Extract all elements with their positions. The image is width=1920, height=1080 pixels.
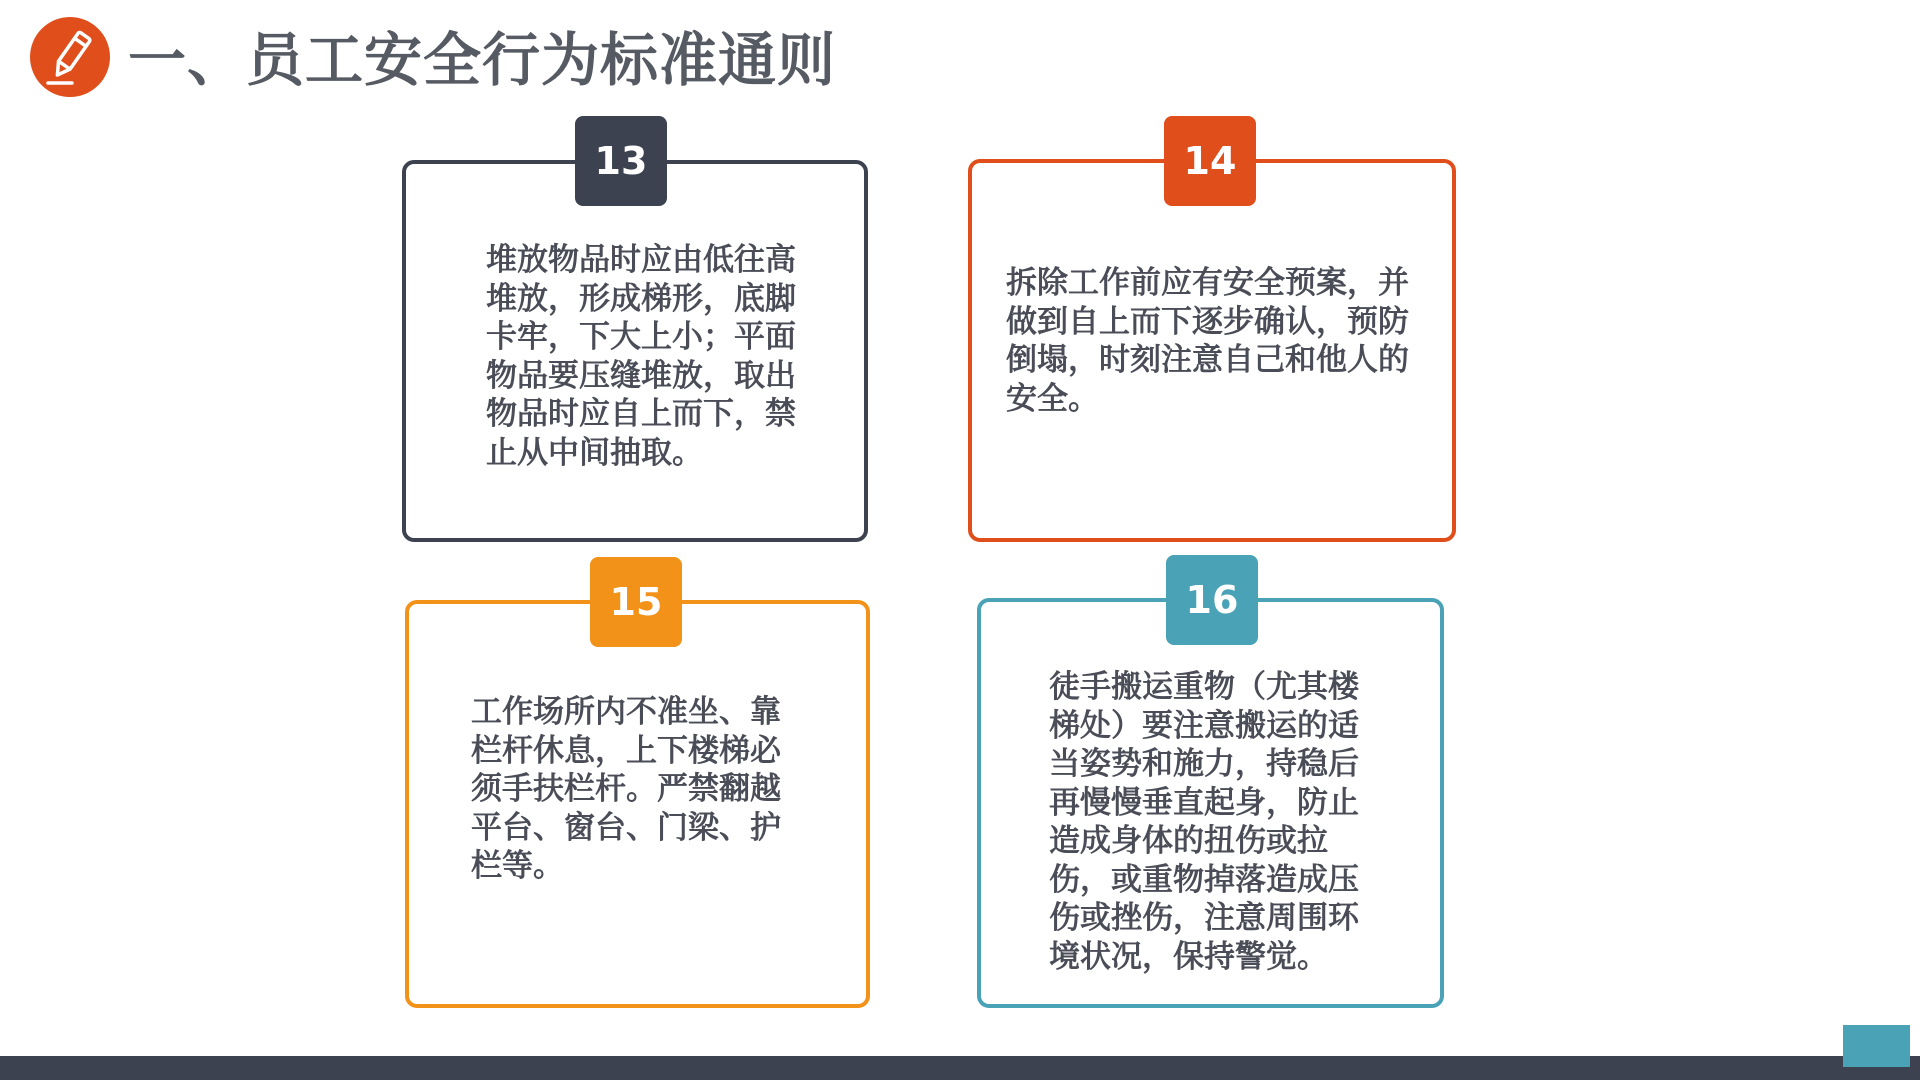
rule-number-badge-14: 14 — [1164, 116, 1256, 206]
page-title: 一、员工安全行为标准通则 — [128, 26, 837, 94]
rule-number-badge-13: 13 — [575, 116, 667, 206]
corner-accent — [1843, 1025, 1910, 1067]
rule-text-14: 拆除工作前应有安全预案，并做到自上而下逐步确认，预防倒塌，时刻注意自己和他人的安全。 — [1006, 265, 1409, 417]
rule-text-16: 徒手搬运重物（尤其楼梯处）要注意搬运的适当姿势和施力，持稳后再慢慢垂直起身，防止造成身体的扭伤或拉伤，或重物掉落造成压伤或挫伤，注意周围环境状况，保持警觉。 — [1049, 669, 1359, 975]
rule-text-15: 工作场所内不准坐、靠栏杆休息，上下楼梯必须手扶栏杆。严禁翻越平台、窗台、门梁、护栏等。 — [471, 694, 781, 884]
rule-number-badge-16: 16 — [1166, 555, 1258, 645]
footer-bar — [0, 1056, 1920, 1080]
rule-number-badge-15: 15 — [590, 557, 682, 647]
rule-text-13: 堆放物品时应由低往高堆放，形成梯形，底脚卡牢，下大上小；平面物品要压缝堆放，取出物品时应自上而下，禁止从中间抽取。 — [486, 242, 796, 471]
pencil-edit-icon — [30, 17, 110, 97]
